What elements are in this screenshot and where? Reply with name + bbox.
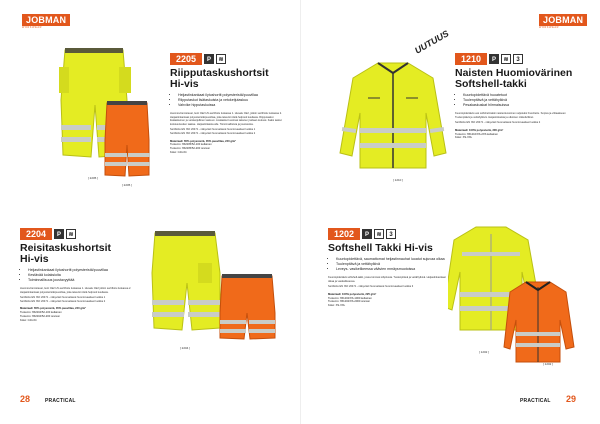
description: Huomioviramistavat, luoti CE2 HV-sertifioitu luokassa 1. Huoatu CE2, jolloin sertifioitu luokassa 2. Heijastinkankaat polyesteristä/puuvillaa, joka tekevät niistä helposti kuuliasia. Riipputaskut lisätaskuinen ja vetoketjullinen taskuun. Lisätaskut kuuluvat takana rystöaan kuluvat. Kaksi taskut kulutusviestien taakse. Heijastinkaista alle. Toiminnallisista ja joustavista. <box>170 112 282 126</box>
pocket-icon: P <box>54 229 64 239</box>
certification-1: Sertifioitu EN ISO 20471 - näkyvästi huomattavat huomiovaatteet luokka 1 <box>170 128 256 132</box>
product-number-2: Tuotenro: 652204/52-200 oranssi <box>20 314 60 318</box>
certification-1: Sertifioitu EN ISO 20471 - näkyvästi huomattavat huomiovaatteet luokka 3 <box>328 285 414 289</box>
feature-list <box>20 268 142 283</box>
class-3-icon: 3 <box>386 229 396 239</box>
product-number: Tuotenro: 652204/52-100 keltainen <box>20 311 62 315</box>
spec-block <box>20 307 142 322</box>
size-range: Koko: XS-XXL <box>455 136 473 140</box>
brand-logo-right <box>539 14 587 29</box>
yellow-jacket <box>340 63 446 168</box>
wash-icon: ≋ <box>501 54 511 64</box>
feature-item: • Kuuntopidettävä huoatetuot <box>463 93 575 98</box>
pocket-icon: P <box>204 54 214 64</box>
feature-item: • Heijastinkankaat ilytushortit polyesteristä/puuvillaa <box>178 93 288 98</box>
product-code: 2204 <box>20 228 52 240</box>
feature-item: • Toiminnallisuus joustavyyttää <box>28 278 142 283</box>
product-title <box>20 243 142 265</box>
product-code-row <box>20 228 142 240</box>
brand-logo-left <box>22 14 70 29</box>
title-line2: Hi-vis <box>20 253 49 265</box>
spec-block <box>170 140 288 155</box>
size-range: Koko: C44-64 <box>170 150 187 154</box>
footer-label-right: PRACTICAL <box>520 398 551 404</box>
size-range: Koko: C44-64 <box>20 318 37 322</box>
certification-2: Sertifioitu EN ISO 20471 - näkyvästi huomattavat huomiovaatteet luokka 2 <box>170 131 256 135</box>
feature-item: • Vahvike hipputaskuissa <box>178 103 288 108</box>
product-code-row <box>455 53 575 65</box>
caption-2204: [ 2204 ] <box>180 346 191 350</box>
product-code: 1202 <box>328 228 360 240</box>
product-number: Tuotenro: 651202/XS-1000 keltainen <box>328 296 372 300</box>
caption-code: 2205 <box>89 176 97 180</box>
product-title <box>170 68 288 90</box>
logo-tagline: WORKWEAR <box>22 26 43 29</box>
product-code: 2205 <box>170 53 202 65</box>
product-code-row <box>170 53 288 65</box>
new-badge: UUTUUS <box>413 28 451 56</box>
yellow-shorts <box>152 231 220 330</box>
certification-2: Sertifioitu EN ISO 20471 - näkyvästi huomattavat huomiovaatteet luokka 2 <box>20 299 106 303</box>
orange-jacket <box>504 282 574 362</box>
feature-item: • Pesakaskuskat hiirmaisuissa <box>463 103 575 108</box>
title-line1: Softshell Takki Hi-vis <box>328 242 433 254</box>
product-block-2205 <box>170 53 288 155</box>
caption-code: 1210 <box>394 178 402 182</box>
certification-1: Sertifioitu EN ISO 20471 - näkyvästi huomattavat huomiovaatteet luokka 2 <box>455 121 541 125</box>
certification-1: Sertifioitu EN ISO 20471 - näkyvästi huomattavat huomiovaatteet luokka 1 <box>20 296 106 300</box>
wash-icon: ≋ <box>66 229 76 239</box>
feature-item: • Kuuntopidettävä, saumattomat heijastinnauhat luoatut sujuvaa olkaa <box>336 257 446 262</box>
class-3-icon: 3 <box>513 54 523 64</box>
logo-tagline: WORKWEAR <box>539 26 560 29</box>
product-title <box>455 68 575 90</box>
product-number: Tuotenro: 652205/52-100 keltainen <box>170 143 212 147</box>
spec-block <box>328 293 446 308</box>
page-number-right: 29 <box>566 394 577 404</box>
product-block-1202 <box>328 228 446 308</box>
feature-list <box>328 257 446 272</box>
product-code-row <box>328 228 446 240</box>
feature-item: • Tuulenpitävä ja vettähylkivä <box>336 262 446 267</box>
feature-list <box>170 93 288 108</box>
caption-2205-right: [ 2205 ] <box>122 183 133 187</box>
wash-icon: ≋ <box>374 229 384 239</box>
logo-wordmark: JOBMAN <box>22 14 70 26</box>
product-number-2: Tuotenro: 652205/52-200 oranssi <box>170 147 210 151</box>
caption-1210: [ 1210 ] <box>393 178 404 182</box>
caption-2205-left: [ 2205 ] <box>88 176 99 180</box>
title-line1: Reisitaskushortsit <box>20 242 112 254</box>
material: Materiaali: 100% polyesteriä, 300 g/m² <box>455 128 504 132</box>
feature-item: • Heijastinkankaat ilytushortit polyesteristä/puuvillaa <box>28 268 142 273</box>
product-image-2205 <box>55 45 155 185</box>
feature-item: • Riipputaskut lisätaskuista ja vetoketjutaskuu <box>178 98 288 103</box>
title-line2: Hi-vis <box>170 78 199 90</box>
size-range: Koko: XS-XXL <box>328 304 346 308</box>
caption-1202-right: [ 1202 ] <box>543 362 554 366</box>
feature-list <box>455 93 575 108</box>
material: Materiaali: 100% polyesteriä, 225 g/m² <box>328 292 377 296</box>
caption-code: 2205 <box>123 183 131 187</box>
page-gutter <box>300 0 301 424</box>
description: Kuuntopidettävä softshell-takki, jossa toimivat sibpitusta. Tuulenpitävä ja vettähylkivä. Heijastinkankaat olkaa ja vasikelikeessa. <box>328 276 446 283</box>
description: Kuuntopidettävä uusi softshell-takki naistenkuvioinen suljetuksi hiuoritettu. Sopiva ja viittaakseen Tuulenpitävä ja vettähylkivä. Heijastinkaista ja ulkoinen nikkeliviilinet. <box>455 112 566 119</box>
pocket-icon: P <box>362 229 372 239</box>
page-number-left: 28 <box>20 394 31 404</box>
footer-label-left: PRACTICAL <box>45 398 76 404</box>
product-number: Tuotenro: 651210/XS-2XS keltainen <box>455 132 498 136</box>
spec-block <box>455 129 575 140</box>
title-line2: Softshell-takki <box>455 78 527 90</box>
product-image-2204 <box>150 228 290 348</box>
logo-wordmark: JOBMAN <box>539 14 587 26</box>
caption-1202-left: [ 1202 ] <box>479 350 490 354</box>
feature-item: • Leveys- vasikelikeessa väävien mmäysmuotoissa <box>336 267 446 272</box>
orange-shorts <box>105 101 150 176</box>
product-code: 1210 <box>455 53 487 65</box>
pocket-icon: P <box>489 54 499 64</box>
product-block-2204 <box>20 228 142 323</box>
product-title <box>328 243 446 254</box>
title-line1: Naisten Huomiovärinen <box>455 67 573 79</box>
feature-item: • Kestävää kolaksioita <box>28 273 142 278</box>
wash-icon: ≋ <box>216 54 226 64</box>
description: Huomioviramistavat, luoti CE2 HV-sertifioitu luokassa 1. Huoatu CE2 jolloin sertifioitu luokassa 2. Heijastinkankaat polyesteristä/puuvillaa, joka tekevät niistä helposti kuuliasia. <box>20 287 132 294</box>
material: Materiaali: 65% polyesteriä, 35% puuvillaa, 240 g/m² <box>20 307 87 311</box>
title-line1: Riipputaskushortsit <box>170 67 269 79</box>
product-image-1210 <box>338 58 448 173</box>
product-block-1210 <box>455 53 575 140</box>
caption-code: 1202 <box>480 350 488 354</box>
caption-code: 1202 <box>544 362 552 366</box>
product-number-2: Tuotenro: 651202/XS-2000 oranssi <box>328 300 370 304</box>
material: Materiaali: 65% polyesteriä, 35% puuvillaa, 240 g/m² <box>170 139 237 143</box>
orange-shorts <box>220 274 275 339</box>
caption-code: 2204 <box>181 346 189 350</box>
feature-item: • Tuulenpitävä ja vettähylkivä <box>463 98 575 103</box>
product-image-1202 <box>448 222 578 372</box>
